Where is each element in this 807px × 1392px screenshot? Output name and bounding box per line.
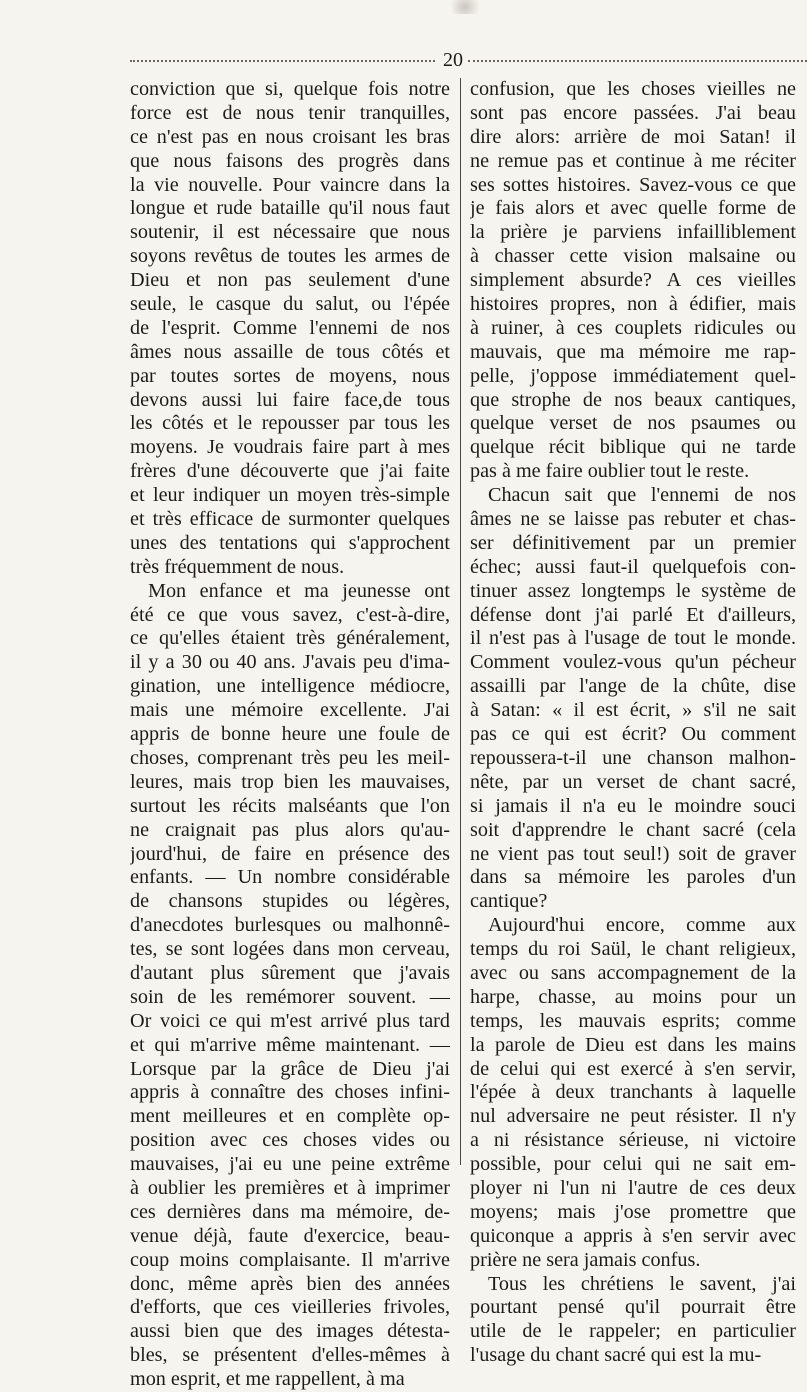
text-line: et très efficace de surmonter quelques [130, 508, 450, 531]
text-line: Lorsque par la grâce de Dieu j'ai [130, 1057, 450, 1080]
text-line: longue et rude bataille qu'il nous faut [130, 197, 450, 220]
text-line: seule, le casque du salut, ou l'épée [130, 293, 450, 316]
text-line: ses sottes histoires. Savez-vous ce que [470, 173, 796, 196]
text-line: unes des tentations qui s'approchent [130, 531, 450, 554]
text-line: utile de le rappeler; en particulier [470, 1320, 796, 1343]
text-line: pas ce qui est écrit? Ou comment [470, 723, 796, 746]
text-line: enfants. — Un nombre considérable [130, 866, 450, 889]
text-line: pelle, j'oppose immédiatement quel- [470, 364, 796, 387]
text-line: défense dont j'ai parlé Et d'ailleurs, [470, 603, 796, 626]
text-line: ment meilleures et en complète op- [130, 1105, 450, 1128]
text-line: temps, les mauvais esprits; comme [470, 1009, 796, 1032]
text-line: d'autant plus sûrement que j'avais [130, 961, 450, 984]
text-line: Tous les chrétiens le savent, j'ai [488, 1272, 796, 1295]
text-line: d'anecdotes burlesques ou malhonnê- [130, 914, 450, 937]
text-line: pourtant pensé qu'il pourrait être [470, 1296, 796, 1319]
text-line: choses, comprenant très peu les meil- [130, 746, 450, 769]
text-line: nul adversaire ne peut résister. Il n'y [470, 1105, 796, 1128]
text-line: tes, se sont logées dans mon cerveau, [130, 938, 450, 961]
text-line: frères d'une découverte que j'ai faite [130, 460, 450, 483]
text-line: moyens. Je voudrais faire part à mes [130, 436, 450, 459]
text-line: soit d'apprendre le chant sacré (cela [470, 818, 796, 841]
text-line: mais une mémoire excellente. J'ai [130, 699, 450, 722]
text-line: les côtés et le repousser par tous les [130, 412, 450, 435]
text-line: mauvais, que ma mémoire me rap- [470, 340, 796, 363]
text-line: devons aussi lui faire face,de tous [130, 388, 450, 411]
text-line: quelque verset de nos psaumes ou [470, 412, 796, 435]
text-line: ce qu'elles étaient très généralement, [130, 627, 450, 650]
text-line: échec; aussi faut-il quelquefois con- [470, 555, 796, 578]
text-line: Or voici ce qui m'est arrivé plus tard [130, 1009, 450, 1032]
text-line: dans sa mémoire les paroles d'un [470, 866, 796, 889]
page-header [130, 48, 807, 72]
text-line: repoussera-t-il une chanson malhon- [470, 746, 796, 769]
text-line: que strophe de nos beaux cantiques, [470, 388, 796, 411]
text-line: histoires propres, non à édifier, mais [470, 293, 796, 316]
text-line: tinuer assez longtemps le système de [470, 579, 796, 602]
text-line: jourd'hui, de faire en présence des [130, 842, 450, 865]
text-line: de chansons stupides ou légères, [130, 890, 450, 913]
text-line: l'épée à deux tranchants à laquelle [470, 1081, 796, 1104]
text-line: prière ne sera jamais confus. [470, 1248, 701, 1271]
text-line: Comment voulez-vous qu'un pécheur [470, 651, 796, 674]
text-line: par toutes sortes de moyens, nous [130, 364, 450, 387]
text-line: mon esprit, et me rappellent, à ma [130, 1368, 405, 1391]
text-line: et qui m'arrive même maintenant. — [130, 1033, 450, 1056]
text-line: coup moins complaisante. Il m'arrive [130, 1248, 450, 1271]
text-line: à chasser cette vision malsaine ou [470, 245, 796, 268]
text-line: d'efforts, que ces vieilleries frivoles, [130, 1296, 450, 1319]
text-line: âmes nous assaille de tous côtés et [130, 340, 450, 363]
text-line: âmes ne se laisse pas rebuter et chas- [470, 508, 796, 531]
text-line: possible, pour celui qui ne sait em- [470, 1153, 796, 1176]
text-line: ces dernières dans ma mémoire, de- [130, 1200, 450, 1223]
text-line: force est de nous tenir tranquilles, [130, 101, 450, 124]
text-line: ne remue pas et continue à me réciter [470, 149, 796, 172]
text-line: bles, se présentent d'elles-mêmes à [130, 1344, 450, 1367]
text-line: harpe, chasse, au moins pour un [470, 985, 796, 1008]
text-line: moyens; mais j'ose promettre que [470, 1200, 796, 1223]
text-line: surtout les récits malséants que l'on [130, 794, 450, 817]
text-line: simplement absurde? A ces vieilles [470, 269, 796, 292]
text-line: cantique? [470, 890, 548, 913]
text-line: il n'est pas à l'usage de tout le monde. [470, 627, 796, 650]
text-line: très fréquemment de nous. [130, 555, 345, 578]
column-divider [460, 78, 461, 1165]
text-line: nête, par un verset de chant sacré, [470, 770, 796, 793]
text-line: ployer ni l'un ni l'autre de ces deux [470, 1176, 796, 1199]
page-number: 20 [443, 49, 463, 71]
text-line: donc, même après bien des années [130, 1272, 450, 1295]
text-line: ce n'est pas en nous croisant les bras [130, 125, 450, 148]
text-line: a ni résistance sérieuse, ni victoire [470, 1129, 796, 1152]
text-column-right [470, 78, 796, 1368]
text-line: temps du roi Saül, le chant religieux, [470, 938, 796, 961]
text-line: gination, une intelligence médiocre, [130, 675, 450, 698]
text-line: et leur indiquer un moyen très-simple [130, 484, 450, 507]
text-line: appris à connaître des choses infini- [130, 1081, 450, 1104]
text-line: dire alors: arrière de moi Satan! il [470, 125, 796, 148]
text-line: conviction que si, quelque fois notre [130, 78, 450, 100]
text-line: Aujourd'hui encore, comme aux [488, 914, 796, 937]
text-line: Chacun sait que l'ennemi de nos [488, 484, 796, 507]
text-line: leures, mais trop bien les mauvaises, [130, 770, 450, 793]
text-line: venue déjà, faute d'exercice, beau- [130, 1224, 450, 1247]
header-rule-left [130, 60, 435, 62]
text-line: quiconque a appris à s'en servir avec [470, 1224, 796, 1247]
text-line: ne craignait pas plus alors qu'au- [130, 818, 450, 841]
text-line: confusion, que les choses vieilles ne [470, 78, 796, 100]
text-line: je fais alors et avec quelle forme de [470, 197, 796, 220]
text-line: mauvaises, j'ai eu une peine extrême [130, 1153, 450, 1176]
text-line: été ce que vous savez, c'est-à-dire, [130, 603, 450, 626]
text-line: si jamais il n'a eu le moindre souci [470, 794, 796, 817]
text-line: que nous faisons des progrès dans [130, 149, 450, 172]
paper-speck [445, 0, 485, 14]
text-column-left [130, 78, 450, 1392]
text-line: pas à me faire oublier tout le reste. [470, 460, 750, 483]
text-line: appris de bonne heure une foule de [130, 723, 450, 746]
text-line: à Satan: « il est écrit, » s'il ne sait [470, 699, 796, 722]
text-line: de celui qui est exercé à s'en servir, [470, 1057, 796, 1080]
header-rule-right [468, 60, 807, 62]
text-line: à ruiner, à ces couplets ridicules ou [470, 316, 796, 339]
text-line: l'usage du chant sacré qui est la mu- [470, 1344, 762, 1367]
text-line: sont pas encore passées. J'ai beau [470, 101, 796, 124]
text-line: de l'esprit. Comme l'ennemi de nos [130, 316, 450, 339]
text-line: ser définitivement par un premier [470, 531, 796, 554]
text-line: assailli par l'ange de la chûte, dise [470, 675, 796, 698]
text-line: position avec ces choses vides ou [130, 1129, 450, 1152]
text-line: soutenir, il est nécessaire que nous [130, 221, 450, 244]
text-line: la prière je parviens infailliblement [470, 221, 796, 244]
text-line: il y a 30 ou 40 ans. J'avais peu d'ima- [130, 651, 450, 674]
text-line: avec ou sans accompagnement de la [470, 961, 796, 984]
text-line: soin de les remémorer souvent. — [130, 985, 450, 1008]
text-line: Mon enfance et ma jeunesse ont [148, 579, 450, 602]
text-line: Dieu et non pas seulement d'une [130, 269, 450, 292]
text-line: la vie nouvelle. Pour vaincre dans la [130, 173, 450, 196]
text-line: ne vient pas tout seul!) soit de graver [470, 842, 796, 865]
text-line: à oublier les premières et à imprimer [130, 1176, 450, 1199]
text-line: soyons revêtus de toutes les armes de [130, 245, 450, 268]
text-line: quelque récit biblique qui ne tarde [470, 436, 796, 459]
text-line: aussi bien que des images détesta- [130, 1320, 450, 1343]
text-line: la parole de Dieu est dans les mains [470, 1033, 796, 1056]
